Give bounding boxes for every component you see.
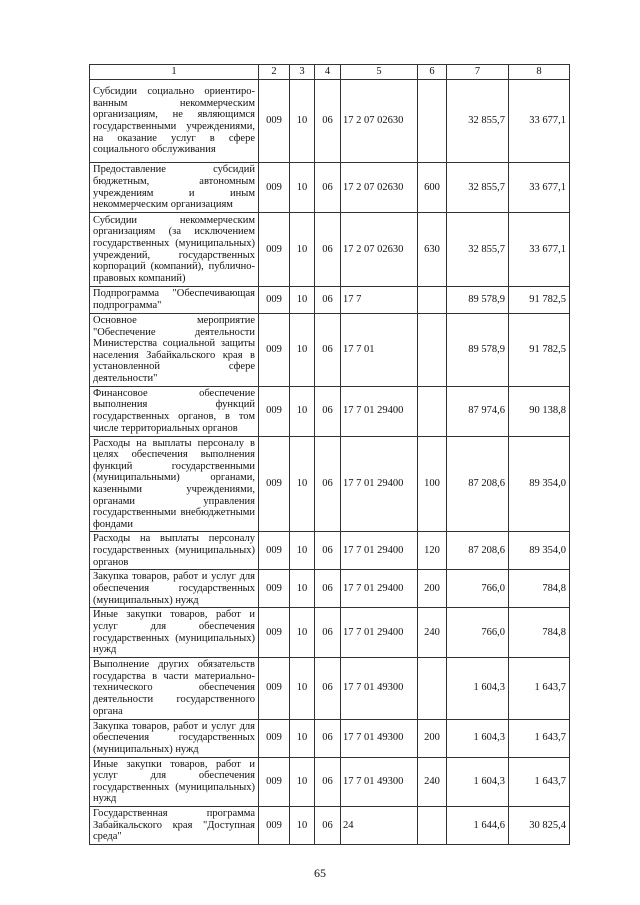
cell-amount-1: 89 578,9 [447,314,509,387]
cell-ministry: 009 [259,314,290,387]
cell-amount-1: 32 855,7 [447,213,509,287]
cell-target-article: 17 7 01 29400 [341,608,418,657]
table-row [90,314,570,387]
cell-amount-2: 89 354,0 [509,436,570,532]
cell-target-article: 17 7 01 [341,314,418,387]
cell-expense-type [418,807,447,845]
cell-ministry: 009 [259,570,290,608]
cell-amount-1: 766,0 [447,608,509,657]
cell-section: 10 [290,570,315,608]
cell-subsection: 06 [315,80,341,163]
table-row [90,287,570,314]
cell-target-article: 17 7 01 29400 [341,532,418,570]
row-name: Подпрограмма "Обеспечивающая подпрограмма" [90,287,259,314]
cell-expense-type: 120 [418,532,447,570]
cell-expense-type [418,287,447,314]
table-row [90,532,570,570]
cell-expense-type [418,314,447,387]
cell-amount-1: 32 855,7 [447,80,509,163]
table-row [90,719,570,757]
cell-section: 10 [290,608,315,657]
table-row [90,436,570,532]
cell-subsection: 06 [315,807,341,845]
cell-ministry: 009 [259,287,290,314]
table-row [90,570,570,608]
cell-expense-type: 630 [418,213,447,287]
table-row [90,163,570,213]
cell-amount-2: 784,8 [509,608,570,657]
row-name: Закупка товаров, работ и услуг для обеспечения государственных (муниципальных) нужд [90,719,259,757]
cell-subsection: 06 [315,719,341,757]
table-row [90,608,570,657]
header-cell: 2 [259,65,290,80]
header-cell: 7 [447,65,509,80]
table-row [90,807,570,845]
header-cell: 8 [509,65,570,80]
cell-amount-2: 784,8 [509,570,570,608]
cell-section: 10 [290,213,315,287]
cell-subsection: 06 [315,757,341,806]
cell-subsection: 06 [315,532,341,570]
cell-ministry: 009 [259,436,290,532]
cell-ministry: 009 [259,608,290,657]
cell-target-article: 17 2 07 02630 [341,213,418,287]
cell-amount-1: 1 604,3 [447,757,509,806]
row-name: Иные закупки товаров, работ и услуг для обеспечения государственных (муниципальных) нужд [90,608,259,657]
cell-target-article: 17 7 01 49300 [341,657,418,719]
cell-amount-2: 91 782,5 [509,287,570,314]
cell-amount-2: 1 643,7 [509,657,570,719]
row-name: Финансовое обеспечение выполнения функций государственных органов, в том числе территориальных органов [90,386,259,436]
cell-subsection: 06 [315,163,341,213]
cell-target-article: 17 2 07 02630 [341,80,418,163]
cell-section: 10 [290,386,315,436]
cell-amount-2: 33 677,1 [509,80,570,163]
header-cell: 3 [290,65,315,80]
cell-amount-1: 89 578,9 [447,287,509,314]
row-name: Государственная программа Забайкальского края "Доступная среда" [90,807,259,845]
row-name: Иные закупки товаров, работ и услуг для обеспечения государственных (муниципальных) нужд [90,757,259,806]
table-row [90,386,570,436]
header-cell: 6 [418,65,447,80]
row-name: Закупка товаров, работ и услуг для обеспечения государственных (муниципальных) нужд [90,570,259,608]
cell-ministry: 009 [259,163,290,213]
cell-subsection: 06 [315,213,341,287]
cell-ministry: 009 [259,719,290,757]
cell-target-article: 17 7 01 49300 [341,719,418,757]
table-row [90,213,570,287]
cell-ministry: 009 [259,213,290,287]
cell-expense-type: 600 [418,163,447,213]
cell-amount-1: 32 855,7 [447,163,509,213]
cell-expense-type: 200 [418,570,447,608]
cell-ministry: 009 [259,807,290,845]
cell-ministry: 009 [259,657,290,719]
cell-amount-2: 89 354,0 [509,532,570,570]
table-row [90,757,570,806]
cell-amount-1: 1 644,6 [447,807,509,845]
cell-section: 10 [290,757,315,806]
cell-subsection: 06 [315,570,341,608]
cell-ministry: 009 [259,386,290,436]
cell-expense-type: 240 [418,757,447,806]
cell-target-article: 17 7 [341,287,418,314]
cell-expense-type: 240 [418,608,447,657]
header-cell: 5 [341,65,418,80]
row-name: Субсидии некоммерческим организациям (за исключением государственных (муниципальных) учреждений, государственных корпораций (компаний), публично-правовых компаний) [90,213,259,287]
cell-section: 10 [290,163,315,213]
cell-subsection: 06 [315,657,341,719]
cell-subsection: 06 [315,608,341,657]
cell-section: 10 [290,532,315,570]
cell-target-article: 24 [341,807,418,845]
row-name: Основное мероприятие "Обеспечение деятельности Министерства социальной защиты населения Забайкальского края в установленной сфере деятельности" [90,314,259,387]
cell-expense-type [418,80,447,163]
cell-amount-2: 91 782,5 [509,314,570,387]
cell-subsection: 06 [315,287,341,314]
cell-subsection: 06 [315,314,341,387]
cell-section: 10 [290,807,315,845]
cell-target-article: 17 7 01 29400 [341,436,418,532]
cell-section: 10 [290,287,315,314]
cell-section: 10 [290,657,315,719]
cell-amount-2: 90 138,8 [509,386,570,436]
row-name: Выполнение других обязательств государства в части материально-технического обеспечения деятельности государственного органа [90,657,259,719]
cell-expense-type [418,386,447,436]
cell-target-article: 17 2 07 02630 [341,163,418,213]
header-row [90,65,570,80]
cell-ministry: 009 [259,532,290,570]
cell-amount-1: 766,0 [447,570,509,608]
cell-expense-type: 200 [418,719,447,757]
row-name: Расходы на выплаты персоналу государственных (муниципальных) органов [90,532,259,570]
cell-section: 10 [290,80,315,163]
cell-ministry: 009 [259,757,290,806]
cell-ministry: 009 [259,80,290,163]
cell-target-article: 17 7 01 29400 [341,570,418,608]
cell-amount-2: 33 677,1 [509,163,570,213]
row-name: Расходы на выплаты персоналу в целях обеспечения выполнения функций государственными (муниципальными) органами, казенными учреждениями, органами управления государственными внебюджетными фондами [90,436,259,532]
cell-section: 10 [290,436,315,532]
cell-amount-1: 87 208,6 [447,436,509,532]
cell-subsection: 06 [315,386,341,436]
cell-amount-2: 1 643,7 [509,719,570,757]
cell-amount-2: 1 643,7 [509,757,570,806]
cell-amount-1: 87 974,6 [447,386,509,436]
cell-target-article: 17 7 01 49300 [341,757,418,806]
row-name: Субсидии социально ориентиро-ванным некоммерческим организациям, не являющимся государственными учреждениями, на оказание услуг в сфере социального обслуживания [90,80,259,163]
header-cell: 4 [315,65,341,80]
header-cell: 1 [90,65,259,80]
cell-amount-2: 30 825,4 [509,807,570,845]
cell-amount-1: 1 604,3 [447,719,509,757]
budget-table [89,64,570,845]
cell-section: 10 [290,314,315,387]
cell-expense-type [418,657,447,719]
page-number: 65 [314,866,326,880]
cell-amount-1: 1 604,3 [447,657,509,719]
table-row [90,80,570,163]
cell-section: 10 [290,719,315,757]
cell-target-article: 17 7 01 29400 [341,386,418,436]
cell-amount-2: 33 677,1 [509,213,570,287]
cell-subsection: 06 [315,436,341,532]
table-row [90,657,570,719]
cell-expense-type: 100 [418,436,447,532]
row-name: Предоставление субсидий бюджетным, автономным учреждениям и иным некоммерческим организациям [90,163,259,213]
cell-amount-1: 87 208,6 [447,532,509,570]
